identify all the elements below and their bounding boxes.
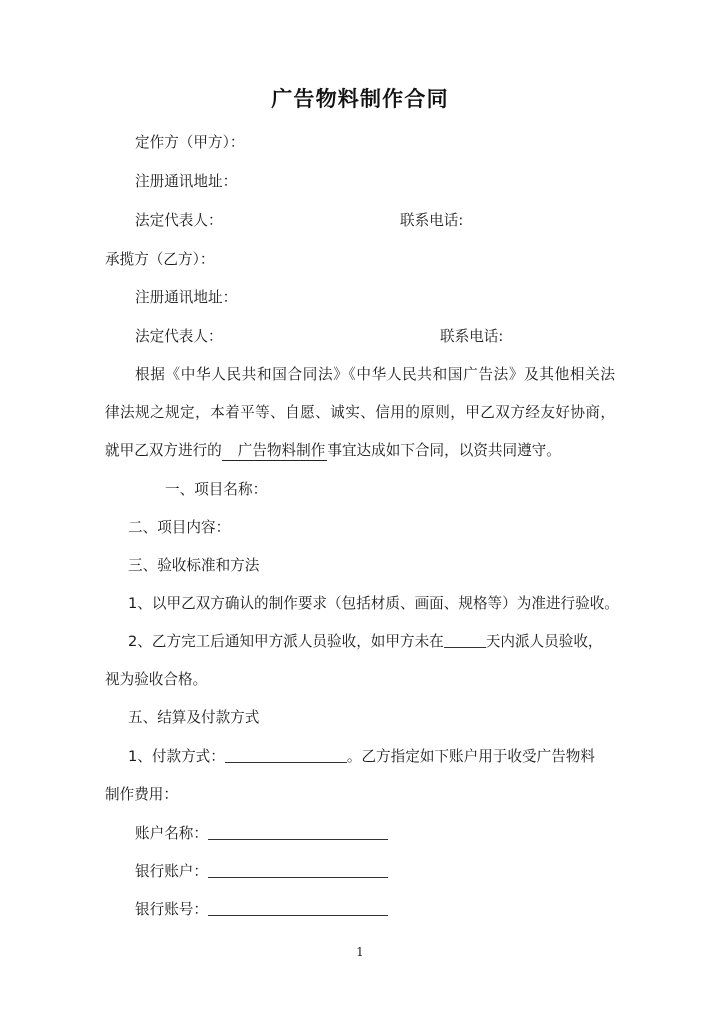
bank-field-account-name-label: 账户名称： [135,825,208,842]
party-b-legal-rep-label: 法定代表人： [135,328,223,345]
payment-method-blank[interactable] [225,747,347,763]
bank-field-bank-account-label: 银行账户： [135,863,208,880]
section-project-content: 二、项目内容： [128,519,231,536]
party-b-phone-label: 联系电话: [440,328,504,345]
party-a-phone-label: 联系电话: [400,212,464,229]
party-a-legal-rep-label: 法定代表人： [135,212,223,229]
bank-field-account-number-blank[interactable] [208,900,388,916]
party-b-heading: 承揽方（乙方）： [105,251,215,268]
acceptance-item-2-after: 天内派人员验收， [485,633,603,650]
preamble-line-2: 律法规之规定，本着平等、自愿、诚实、信用的原则，甲乙双方经友好协商， [105,404,615,421]
preamble-line-3-after: 事宜达成如下合同，以资共同遵守。 [327,442,561,459]
page-number: 1 [356,945,364,959]
party-b-address-label: 注册通讯地址： [135,289,238,306]
settlement-item-1-before: 1、付款方式： [128,748,225,765]
acceptance-days-blank[interactable] [444,632,486,648]
acceptance-item-2 [105,632,638,652]
acceptance-item-1: 1、以甲乙双方确认的制作要求（包括材质、画面、规格等）为准进行验收。 [128,595,619,612]
bank-field-bank-account [105,862,645,882]
page-title: 广告物料制作合同 [271,86,449,111]
acceptance-item-2-before: 2、乙方完工后通知甲方派人员验收，如甲方未在 [128,633,444,650]
party-a-heading: 定作方（甲方）： [135,134,245,151]
settlement-item-1-continued: 制作费用： [105,786,178,803]
bank-field-account-name-blank[interactable] [208,824,388,840]
bank-field-account-name [105,824,645,844]
section-settlement-heading: 五、结算及付款方式 [128,709,260,726]
party-a-address-label: 注册通讯地址： [135,173,238,190]
preamble-line-3 [105,441,615,461]
section-project-name: 一、项目名称： [165,481,268,498]
settlement-item-1-after: 。乙方指定如下账户用于收受广告物料 [346,748,595,765]
contract-subject-fill: 广告物料制作 [222,442,328,461]
party-b-legal-rep-row [105,327,645,347]
party-a-legal-rep-row [105,211,645,231]
preamble-line-3-before: 就甲乙双方进行的 [105,442,222,459]
preamble-line-1: 根据《中华人民共和国合同法》《中华人民共和国广告法》及其他相关法 [135,366,615,383]
settlement-item-1 [105,747,638,767]
bank-field-bank-account-blank[interactable] [208,862,388,878]
section-acceptance-heading: 三、验收标准和方法 [128,557,260,574]
acceptance-item-2-continued: 视为验收合格。 [105,671,208,688]
bank-field-account-number-label: 银行账号： [135,901,208,918]
bank-field-account-number [105,900,645,920]
